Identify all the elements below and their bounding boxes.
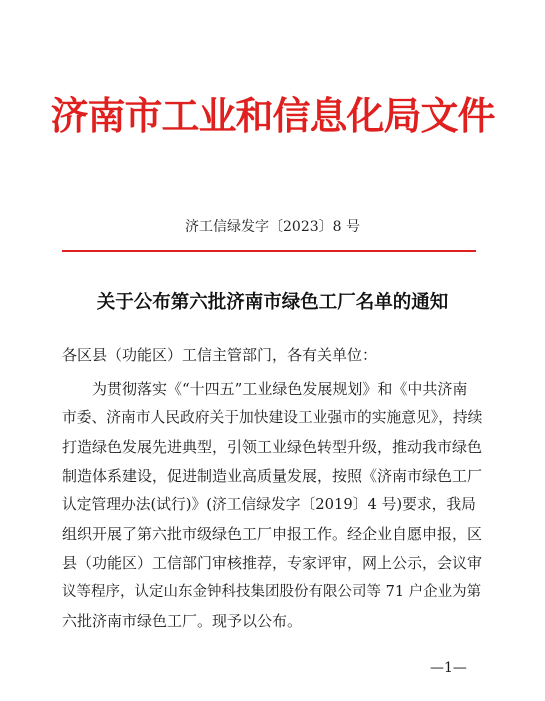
body-line: 打造绿色发展先进典型，引领工业绿色转型升级，推动我市绿色 <box>62 438 483 456</box>
body-line: 制造体系建设，促进制造业高质量发展，按照《济南市绿色工厂 <box>62 467 483 485</box>
body-line: 认定管理办法(试行)》(济工信绿发字〔2019〕4 号)要求，我局 <box>62 496 476 513</box>
body-line: 组织开展了第六批市级绿色工厂申报工作。经企业自愿申报，区 <box>62 525 483 543</box>
document-number: 济工信绿发字〔2023〕8 号 <box>185 219 360 235</box>
issuer-header-title: 济南市工业和信息化局文件 <box>50 93 495 138</box>
body-line: 为贯彻落实《“十四五”工业绿色发展规划》和《中共济南 <box>92 380 468 398</box>
page-number: —1— <box>430 660 467 676</box>
salutation: 各区县（功能区）工信主管部门，各有关单位： <box>62 346 378 364</box>
body-line: 议等程序，认定山东金钟科技集团股份有限公司等 71 户企业为第 <box>62 584 482 600</box>
notice-title: 关于公布第六批济南市绿色工厂名单的通知 <box>96 292 449 313</box>
body-line: 六批济南市绿色工厂。现予以公布。 <box>62 612 303 630</box>
red-divider-line <box>62 250 476 252</box>
body-line: 市委、济南市人民政府关于加快建设工业强市的实施意见》，持续 <box>62 409 483 426</box>
body-line: 县（功能区）工信部门审核推荐，专家评审，网上公示，会议审 <box>62 554 483 572</box>
